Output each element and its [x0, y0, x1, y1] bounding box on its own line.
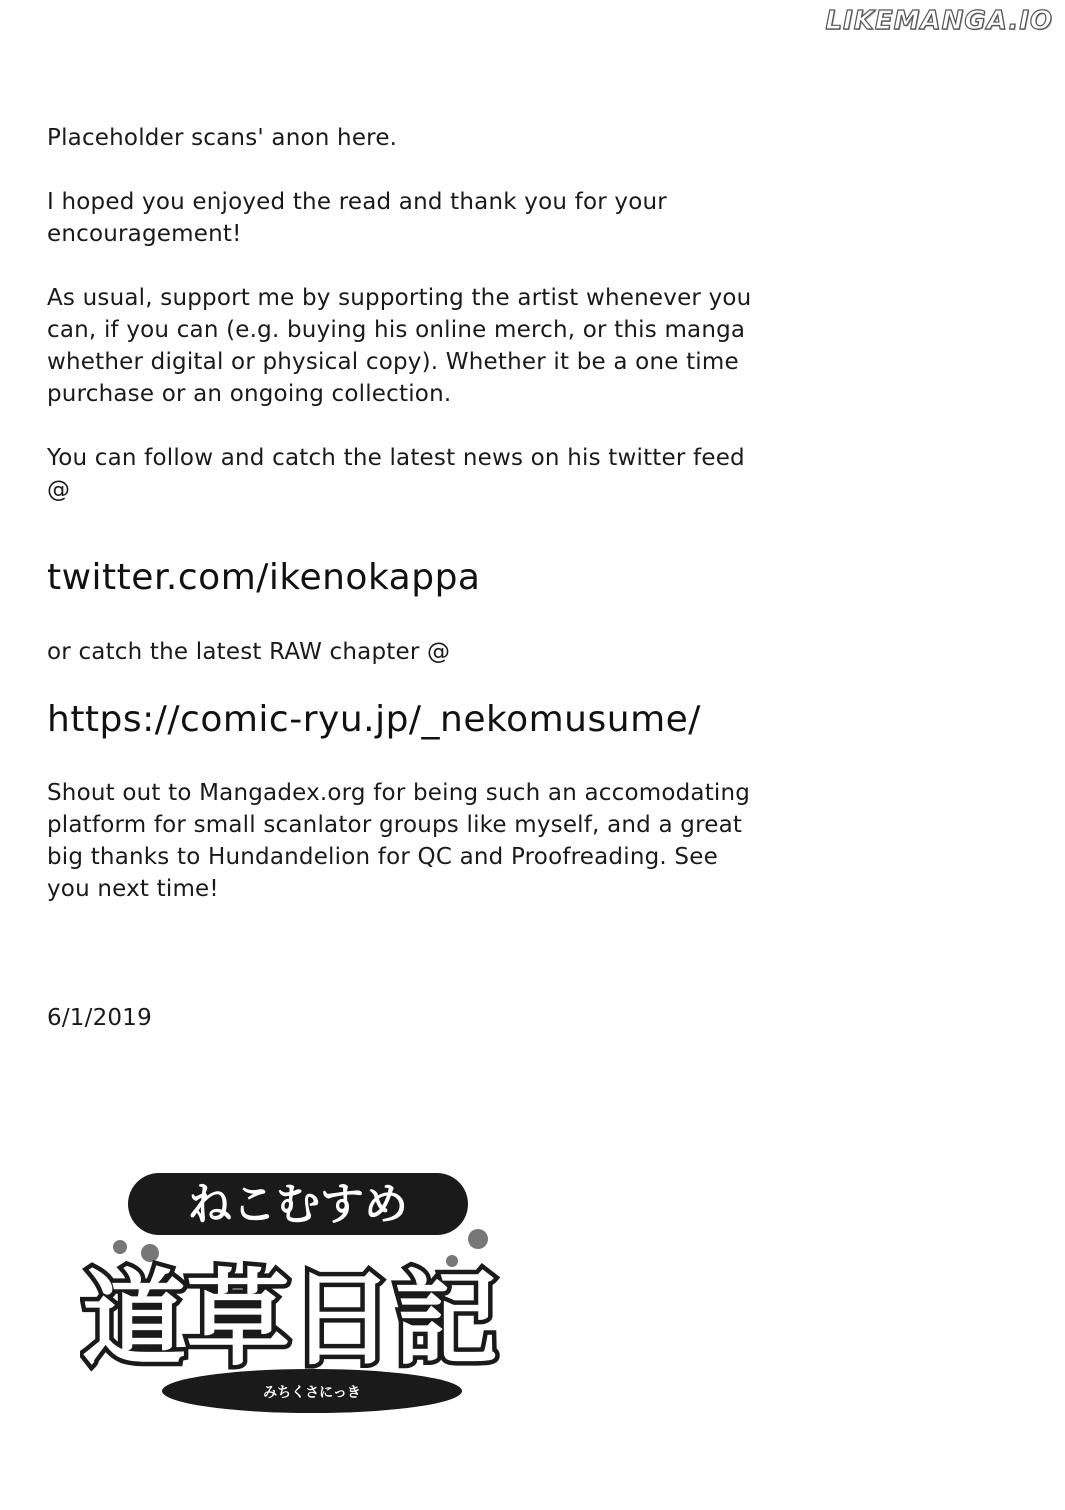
shoutout-paragraph: Shout out to Mangadex.org for being such an accomodating platform for small scanlator groups like myself, and a great big thanks to Hundandelion for QC and Proofreading. See you next time! — [47, 780, 751, 902]
twitter-link[interactable]: twitter.com/ikenokappa — [47, 557, 481, 598]
intro-paragraph: Placeholder scans' anon here. — [47, 125, 398, 151]
raw-chapter-link[interactable]: https://comic-ryu.jp/_nekomusume/ — [47, 699, 701, 740]
date-text: 6/1/2019 — [47, 1005, 152, 1031]
logo-dot — [113, 1240, 127, 1254]
logo-reading: みちくさにっき — [263, 1385, 361, 1401]
logo-kanji-title: 道草日記 — [81, 1258, 499, 1380]
series-logo — [80, 1165, 510, 1415]
follow-paragraph: You can follow and catch the latest news on his twitter feed @ — [47, 445, 745, 503]
support-paragraph: As usual, support me by supporting the artist whenever you can, if you can (e.g. buying his online merch, or this manga whether digital or physical copy). Whether it be a one time purchase or an ongoing collection. — [47, 285, 752, 407]
raw-chapter-paragraph: or catch the latest RAW chapter @ — [47, 639, 451, 665]
site-watermark: LIKEMANGA.IO — [825, 6, 1053, 36]
thanks-paragraph: I hoped you enjoyed the read and thank you for your encouragement! — [47, 189, 667, 247]
logo-dot — [468, 1229, 488, 1249]
logo-kana-title: ねこむすめ — [188, 1179, 408, 1230]
